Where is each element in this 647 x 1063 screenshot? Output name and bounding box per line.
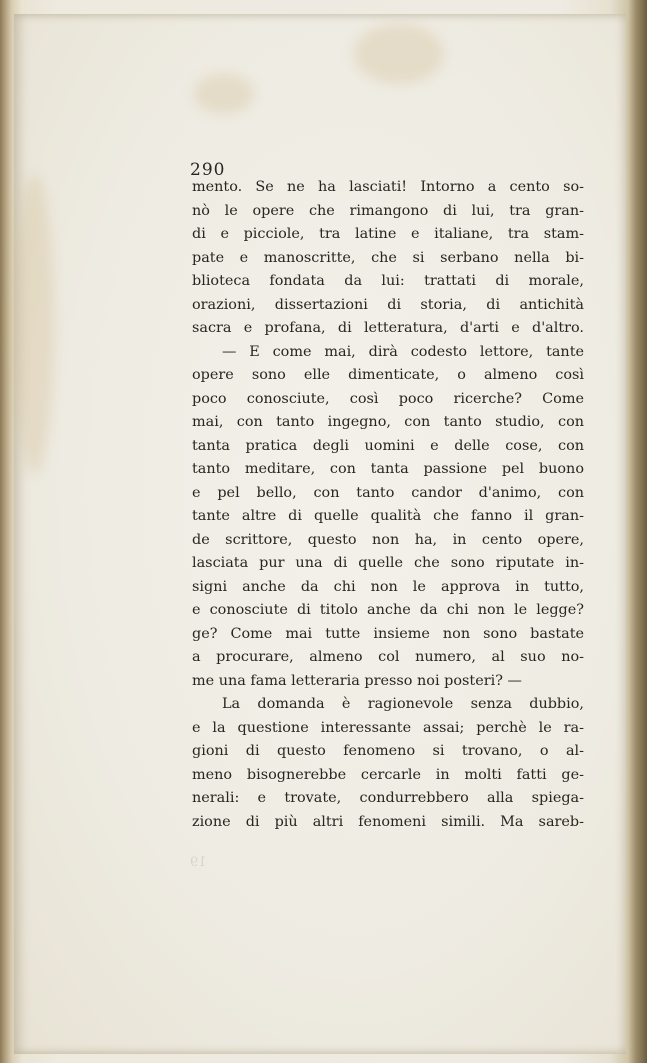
text-line: La domanda è ragionevole senza dubbio, (222, 696, 584, 712)
text-line: tanto meditare, con tanta passione pel buono (192, 461, 584, 477)
text-line: me una fama letteraria presso noi posteri? — (192, 672, 522, 689)
text-line: opere sono elle dimenticate, o almeno così (192, 367, 584, 383)
text-line: blioteca fondata da lui: trattati di morale, (192, 273, 584, 289)
text-line: ge? Come mai tutte insieme non sono bastate (192, 625, 584, 642)
text-line: de scrittore, questo non ha, in cento opere, (192, 531, 584, 548)
text-line: tanta pratica degli uomini e delle cose, con (192, 437, 584, 454)
text-line: signi anche da chi non le approva in tutto, (192, 578, 584, 595)
text-line: orazioni, dissertazioni di storia, di antichità (192, 296, 584, 313)
text-line: meno bisognerebbe cercarle in molti fatti ge- (192, 766, 584, 783)
body-text (192, 176, 584, 834)
text-line: e pel bello, con tanto candor d'animo, con (192, 484, 584, 501)
text-line: tante altre di quelle qualità che fanno il gran- (192, 508, 584, 524)
text-line: sacra e profana, di letteratura, d'arti e d'altro. (192, 320, 584, 336)
text-line: gioni di questo fenomeno si trovano, o al- (192, 743, 584, 759)
text-line: pate e manoscritte, che si serbano nella bi- (192, 249, 584, 266)
paper-stain (354, 24, 444, 84)
text-line: lasciata pur una di quelle che sono riputate in- (192, 555, 584, 571)
text-line: zione di più altri fenomeni simili. Ma sareb- (192, 813, 584, 830)
text-line: mai, con tanto ingegno, con tanto studio, con (192, 414, 584, 430)
page-number: 290 (190, 160, 226, 180)
text-line: di e picciole, tra latine e italiane, tra stam- (192, 226, 584, 242)
text-line: mento. Se ne ha lasciati! Intorno a cento so- (192, 179, 584, 195)
text-line: — E come mai, dirà codesto lettore, tante (222, 343, 584, 360)
text-line: e la questione interessante assai; perchè le ra- (192, 719, 584, 736)
text-line: a procurare, almeno col numero, al suo no- (192, 649, 584, 665)
text-line: nerali: e trovate, condurrebbero alla spiega- (192, 790, 584, 806)
paper-stain (14, 174, 54, 474)
bleed-through-mark: 19 (190, 855, 207, 870)
text-line: e conosciute di titolo anche da chi non le legge? (192, 602, 584, 618)
text-line: nò le opere che rimangono di lui, tra gran- (192, 202, 584, 219)
text-line: poco conosciute, così poco ricerche? Come (192, 390, 584, 407)
paper-stain (194, 74, 254, 114)
